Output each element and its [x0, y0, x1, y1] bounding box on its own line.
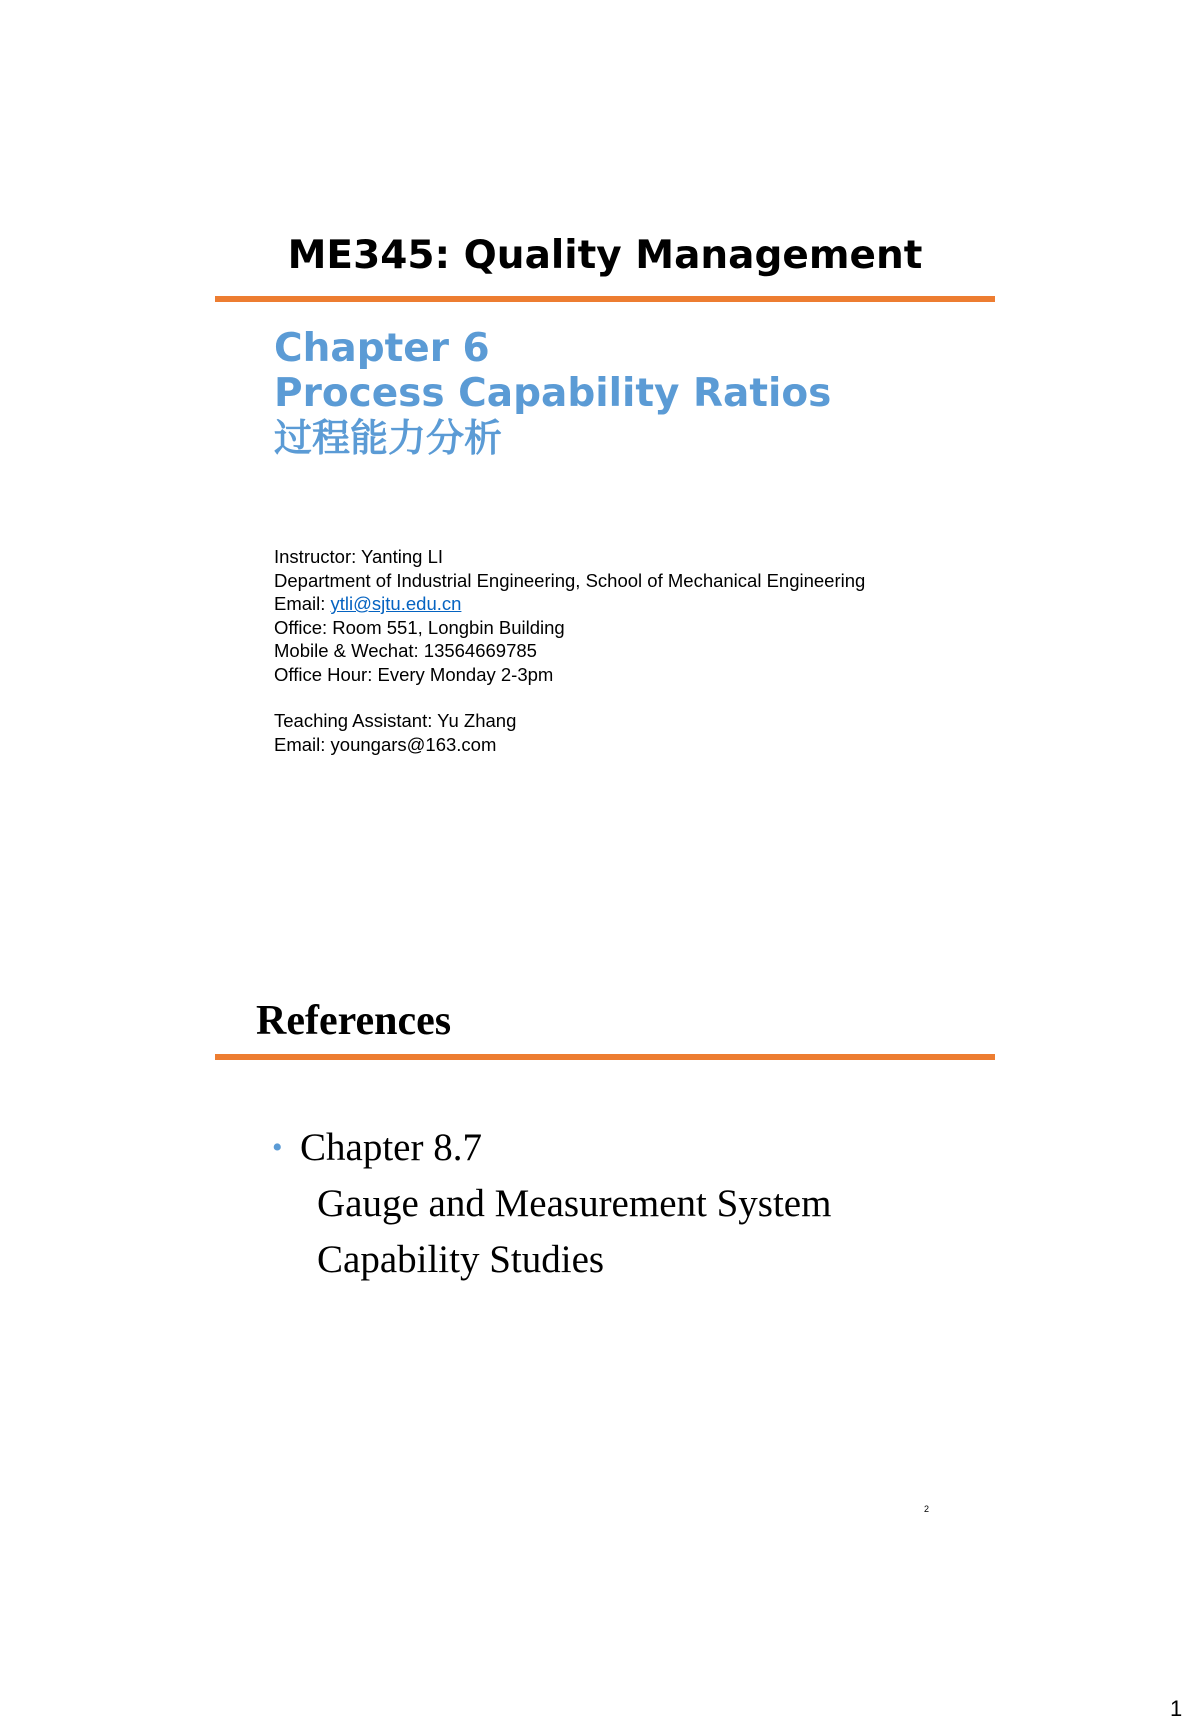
office-line: Office: Room 551, Longbin Building — [274, 616, 565, 638]
reference-line: Chapter 8.7 — [300, 1126, 482, 1169]
ta-email-line: Email: youngars@163.com — [274, 733, 497, 755]
chapter-title-cn: 过程能力分析 — [274, 416, 503, 460]
bullet-icon: • — [272, 1131, 283, 1164]
reference-line: Gauge and Measurement System — [317, 1182, 832, 1225]
email-link[interactable]: ytli@sjtu.edu.cn — [330, 593, 462, 614]
chapter-title-en: Process Capability Ratios — [274, 371, 832, 416]
email-label: Email: — [274, 593, 331, 614]
instructor-line: Instructor: Yanting LI — [274, 546, 443, 567]
references-title: References — [256, 998, 452, 1044]
title-divider — [215, 296, 995, 302]
course-title: ME345: Quality Management — [287, 233, 923, 278]
mobile-line: Mobile & Wechat: 13564669785 — [274, 640, 537, 661]
slide-corner-mark: 2 — [924, 1504, 930, 1514]
references-list — [272, 1120, 831, 1288]
instructor-info — [274, 545, 865, 756]
spacer — [274, 686, 865, 709]
references-divider — [215, 1054, 995, 1060]
page-number: 1 — [1170, 1696, 1183, 1721]
ta-line: Teaching Assistant: Yu Zhang — [274, 710, 517, 731]
chapter-heading — [274, 326, 831, 461]
email-line — [274, 592, 865, 616]
chapter-number: Chapter 6 — [274, 326, 490, 371]
department-line: Department of Industrial Engineering, School of Mechanical Engineering — [274, 569, 866, 591]
list-item — [272, 1120, 831, 1176]
office-hour-line: Office Hour: Every Monday 2-3pm — [274, 663, 554, 685]
reference-line: Capability Studies — [317, 1238, 605, 1281]
